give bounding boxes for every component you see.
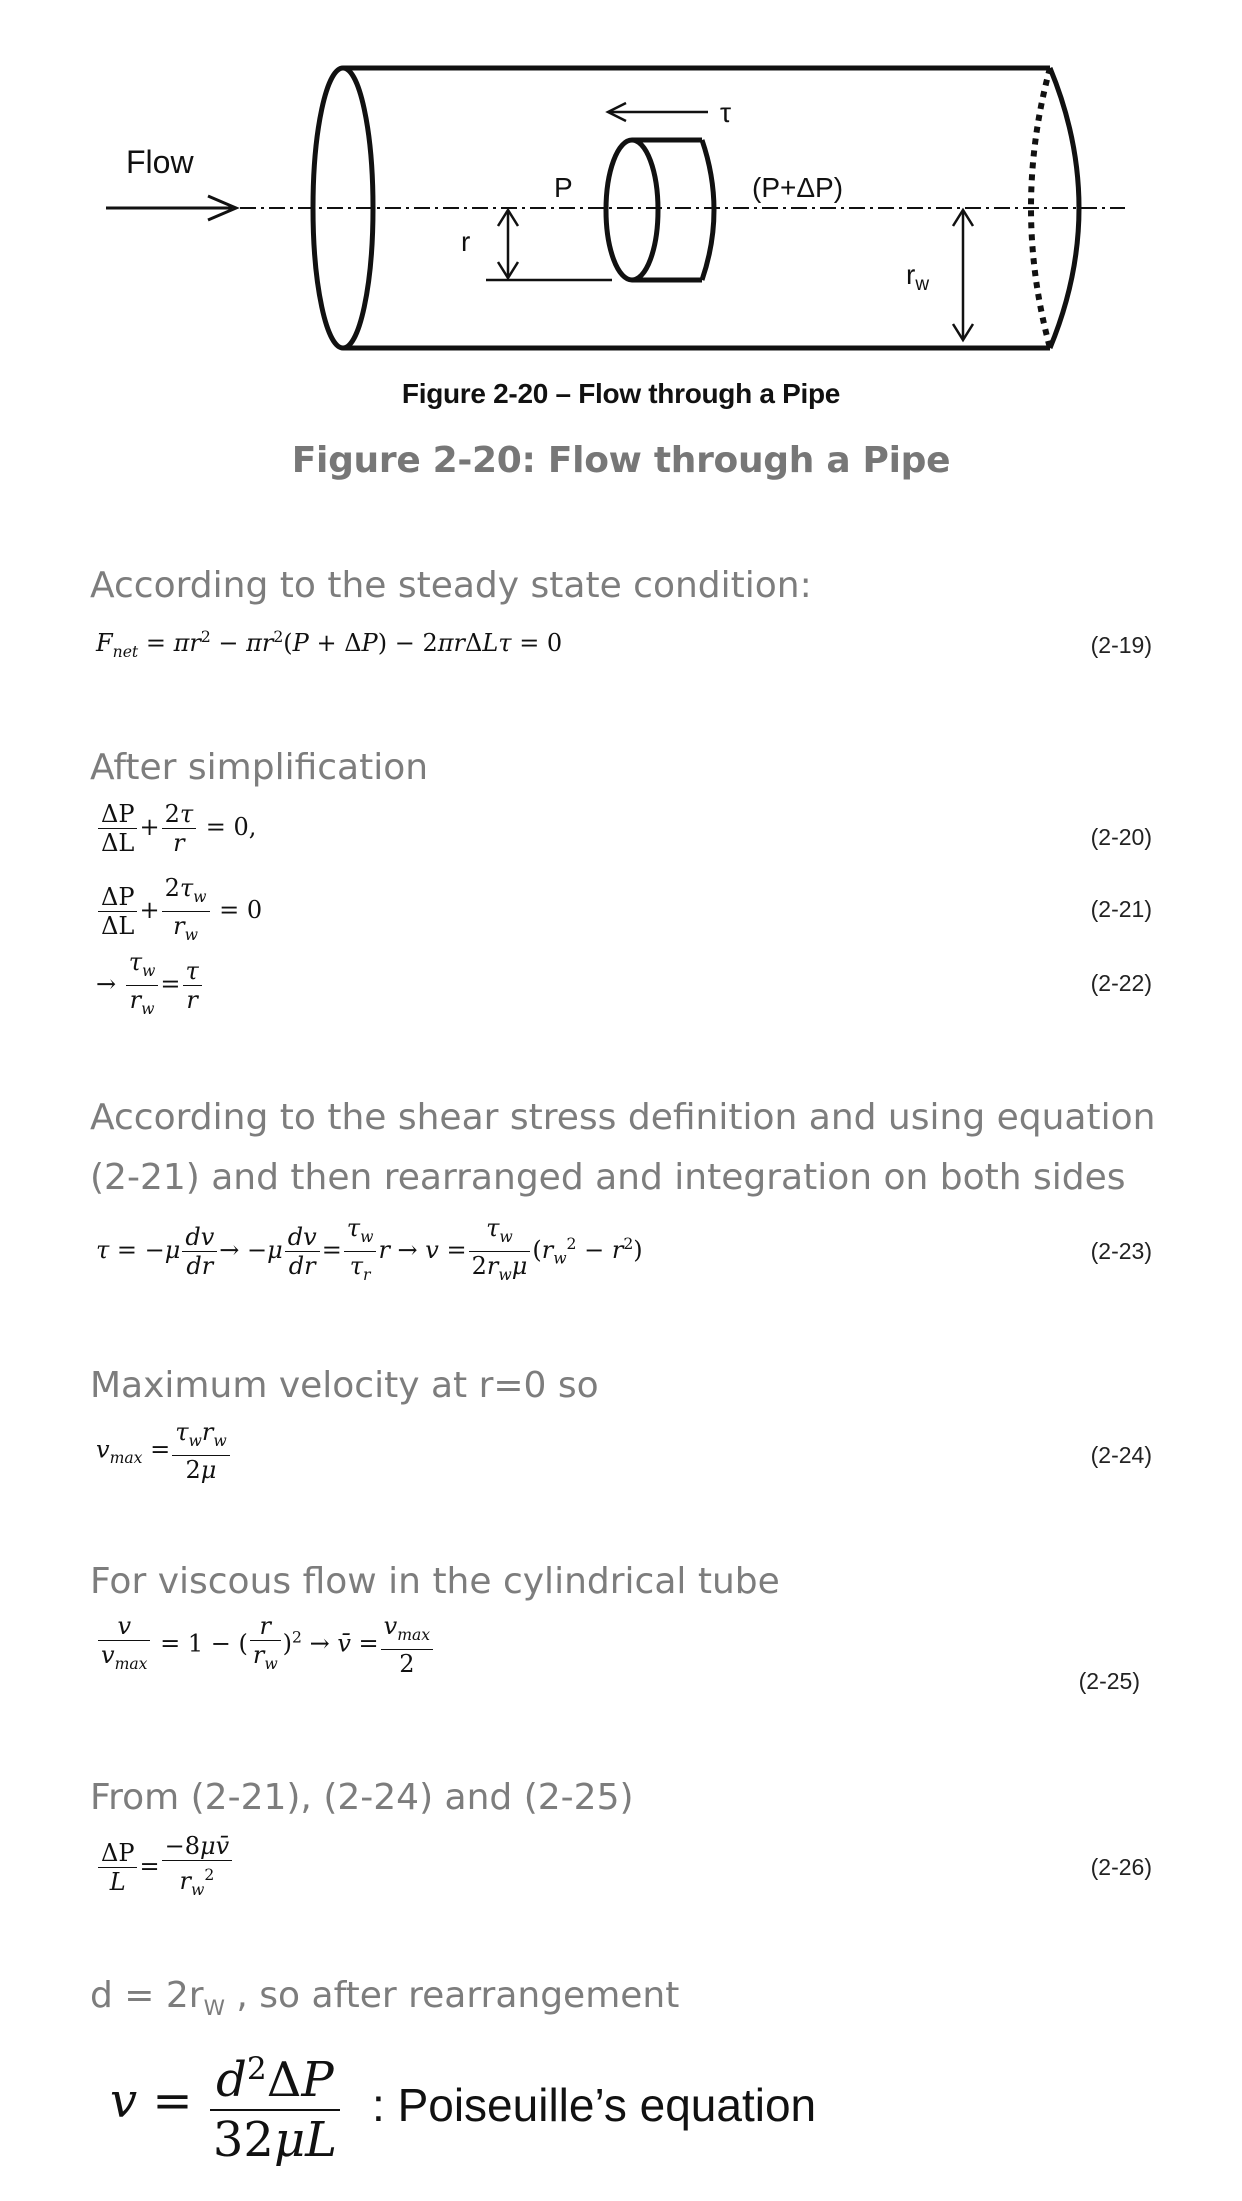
wall-radius-label: $r_w$ bbox=[906, 259, 930, 295]
equation-2-20: $\frac{\Delta P}{\Delta L}$ + $\frac{2\tau}{r}$ = 0, bbox=[96, 800, 256, 857]
equation-2-26: $\frac{\Delta P}{L}$ = $\frac{-8\mu v̄}{r_w^2}$ bbox=[96, 1832, 234, 1904]
equation-number-2-21: (2-21) bbox=[1090, 896, 1152, 922]
equation-number-2-24: (2-24) bbox=[1090, 1442, 1152, 1468]
shear-stress-text-line2: (2-21) and then rearranged and integration on both sides bbox=[90, 1157, 1126, 1198]
equation-2-21: $\frac{\Delta P}{\Delta L}$ + $\frac{2\tau_w}{r_w}$ = 0 bbox=[96, 874, 262, 949]
equation-2-23: τ = −μ $\frac{dv}{dr}$ → −μ $\frac{dv}{dr}$ = $\frac{\tau_w}{\tau_r}$ r → v = $\frac{\tau_w}{2r_w\mu}$ $(r_w^2 - r^2)$ bbox=[96, 1214, 643, 1284]
max-velocity-text: Maximum velocity at r=0 so bbox=[90, 1365, 599, 1406]
viscous-flow-text: For viscous flow in the cylindrical tube bbox=[90, 1561, 780, 1602]
equation-number-2-22: (2-22) bbox=[1090, 970, 1152, 996]
simplification-text: After simplification bbox=[90, 747, 429, 788]
equation-number-2-19: (2-19) bbox=[1090, 632, 1152, 658]
flow-label: Flow bbox=[126, 144, 194, 180]
equation-number-2-25: (2-25) bbox=[1078, 1668, 1140, 1694]
from-equations-text: From (2-21), (2-24) and (2-25) bbox=[90, 1777, 634, 1818]
diagram-inner-caption: Figure 2-20 – Flow through a Pipe bbox=[401, 378, 841, 409]
equation-number-2-20: (2-20) bbox=[1090, 824, 1152, 850]
equation-number-2-23: (2-23) bbox=[1090, 1238, 1152, 1264]
equation-2-22: → $\frac{\tau_w}{r_w}$ = $\frac{\tau}{r}$ bbox=[96, 948, 204, 1023]
pressure-delta-label: (P+ΔP) bbox=[752, 172, 844, 203]
steady-state-text: According to the steady state condition: bbox=[90, 565, 812, 606]
pipe-flow-diagram bbox=[0, 0, 1242, 380]
radius-label: r bbox=[461, 226, 471, 257]
diameter-text: $d = 2r_W$ , so after rearrangement bbox=[90, 1975, 680, 2022]
poiseuille-label: : Poiseuille’s equation bbox=[372, 2078, 817, 2131]
equation-number-2-26: (2-26) bbox=[1090, 1854, 1152, 1880]
pressure-label: P bbox=[554, 172, 573, 203]
poiseuille-equation: v = $\frac{d^2\Delta P}{32\mu L}$ : Poiseuille’s equation bbox=[110, 2040, 816, 2169]
equation-2-24: $v_{max}$ = $\frac{\tau_wr_w}{2\mu}$ bbox=[96, 1418, 232, 1484]
figure-caption: Figure 2-20: Flow through a Pipe bbox=[291, 440, 951, 481]
shear-stress-label: τ bbox=[720, 97, 732, 128]
shear-stress-text-line1: According to the shear stress definition and using equation bbox=[90, 1097, 1156, 1138]
equation-2-25: $\frac{v}{v_{max}}$ = 1 − ( $\frac{r}{r_w}$ )$^2$ → v̄ = $\frac{v_{max}}{2}$ bbox=[96, 1612, 435, 1678]
equation-2-19: $F_{net} = \pi r^2 - \pi r^2(P + \Delta P) - 2\pi r\Delta L\tau = 0$ bbox=[96, 628, 563, 661]
